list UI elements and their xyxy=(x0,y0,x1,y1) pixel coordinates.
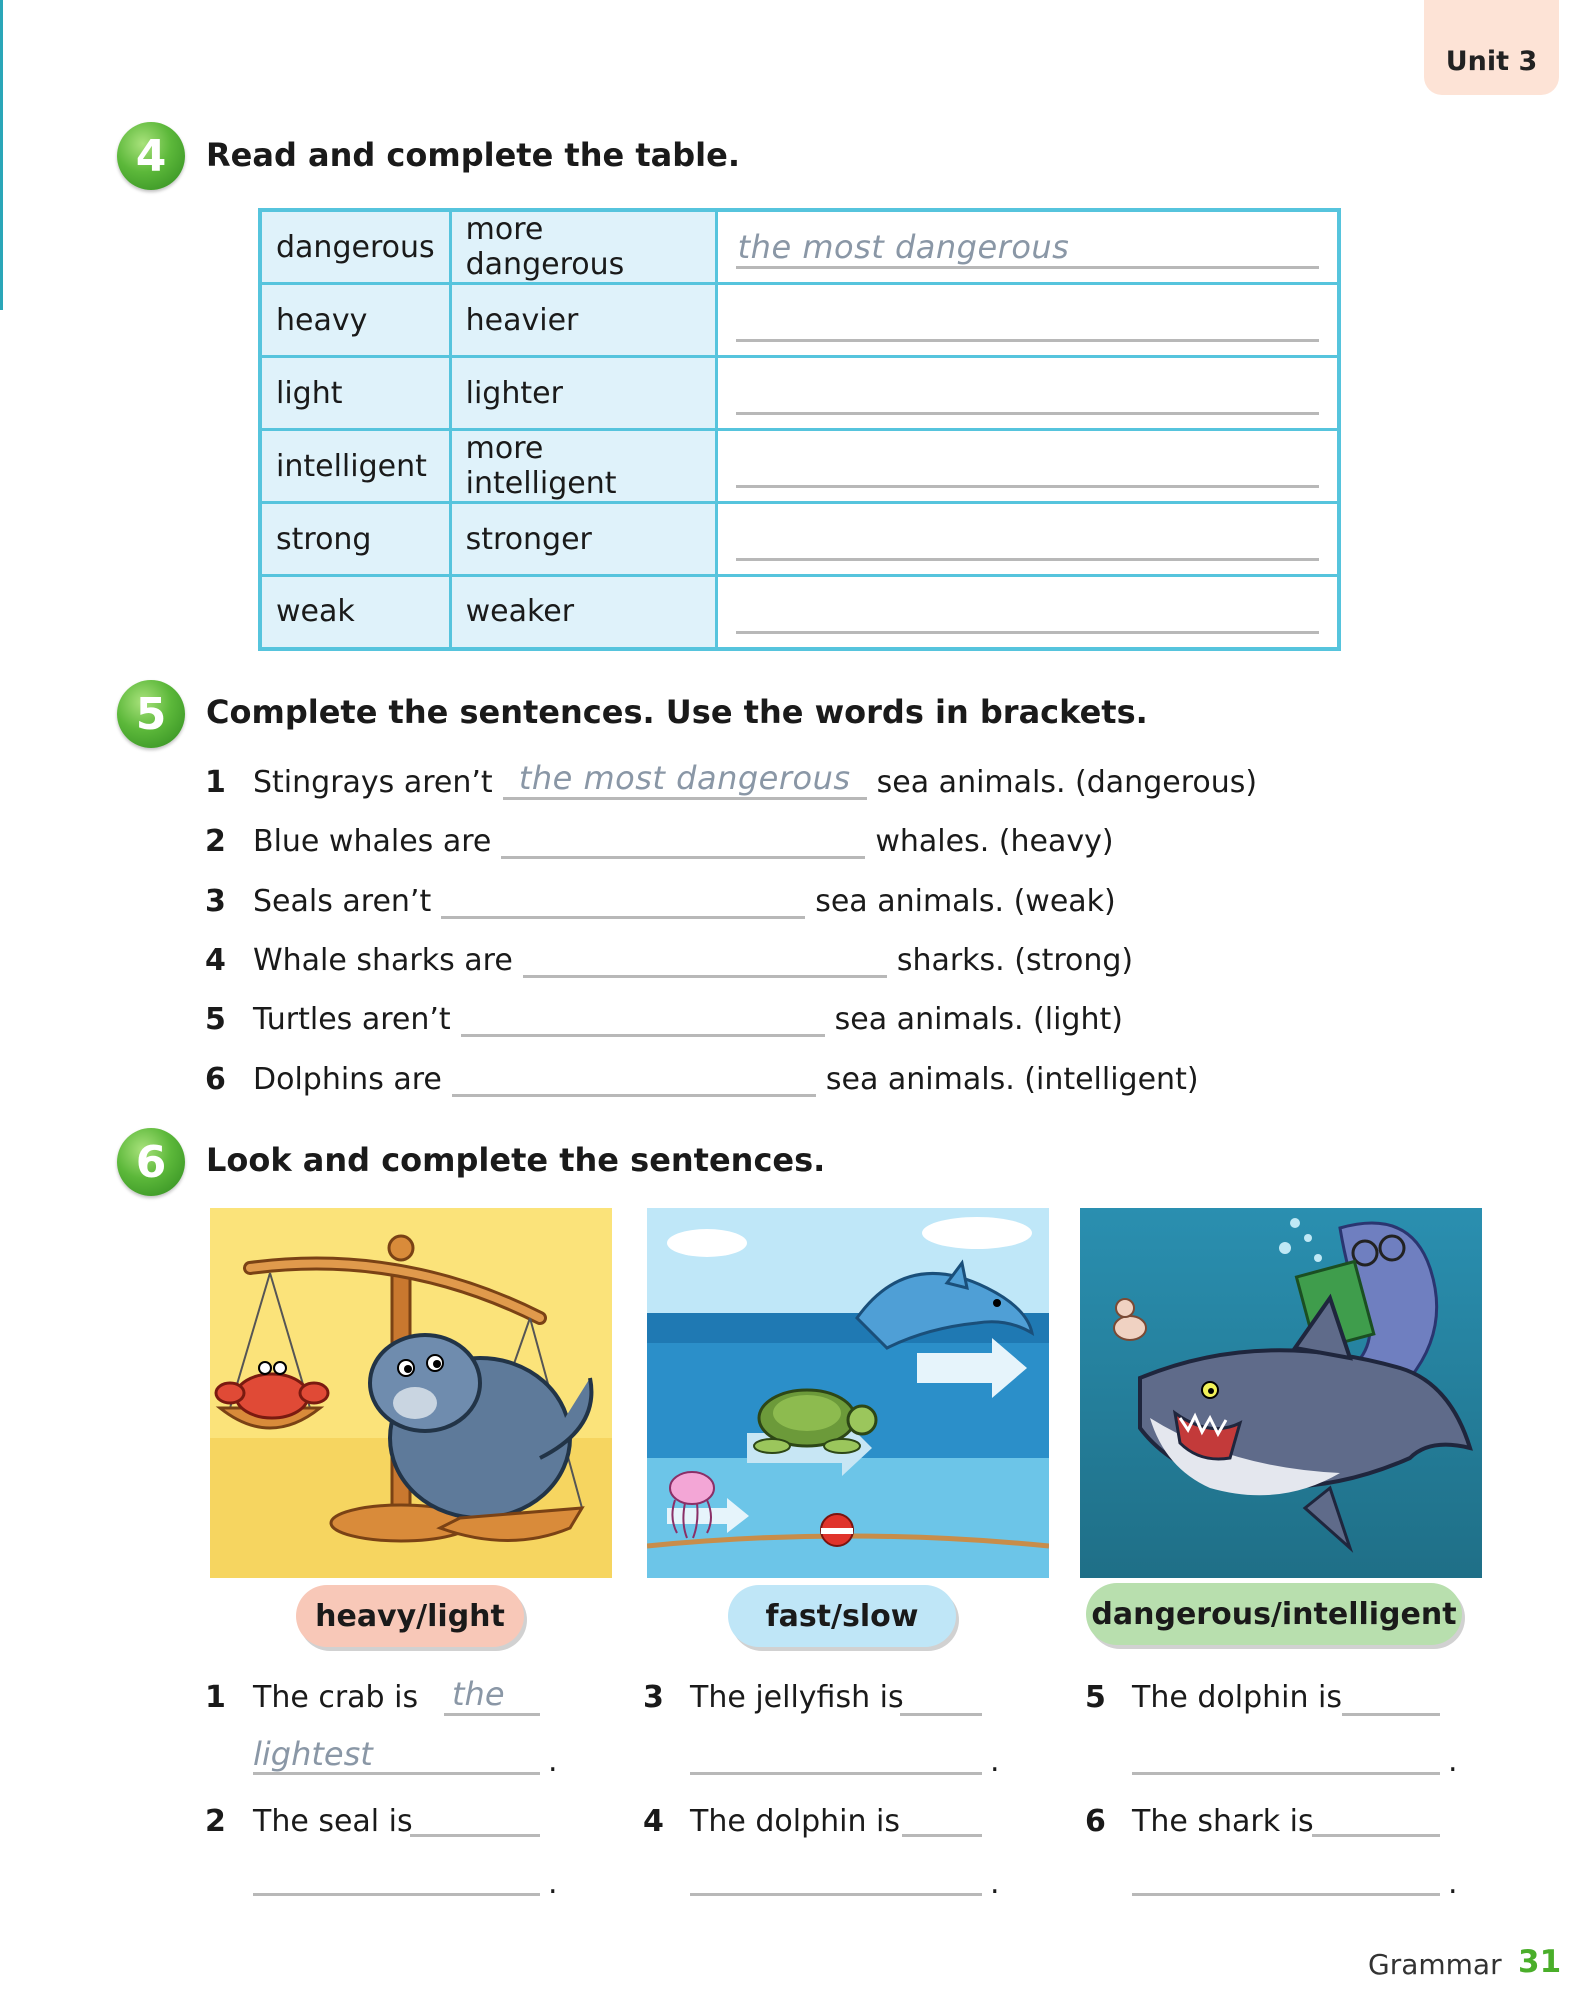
unit-tab-label: Unit 3 xyxy=(1445,46,1538,77)
comparative-cell: weaker xyxy=(450,576,716,649)
scales-crab-seal-illustration xyxy=(210,1208,612,1578)
picture-1-svg xyxy=(210,1208,612,1578)
base-cell: strong xyxy=(260,503,450,576)
exercise-4-number: 4 xyxy=(135,130,167,182)
period: . xyxy=(1448,1744,1458,1779)
answer-line[interactable] xyxy=(736,590,1319,634)
exercise-6-title: Look and complete the sentences. xyxy=(206,1141,826,1179)
item-number: 2 xyxy=(205,824,226,859)
sentence-start: Whale sharks are xyxy=(253,943,513,978)
answer-line[interactable] xyxy=(410,1834,540,1837)
period: . xyxy=(1448,1866,1458,1901)
question-number: 1 xyxy=(205,1680,226,1715)
question-text: The shark is xyxy=(1132,1804,1314,1839)
comparative-cell: more intelligent xyxy=(450,430,716,503)
answer-blank[interactable] xyxy=(503,760,867,800)
answer-line[interactable] xyxy=(690,1893,982,1896)
sentence-item xyxy=(205,815,1114,859)
item-number: 3 xyxy=(205,884,226,919)
item-number: 5 xyxy=(205,1002,226,1037)
answer-blank[interactable] xyxy=(452,1057,816,1097)
sentence-item xyxy=(205,993,1123,1037)
picture-3-svg xyxy=(1080,1208,1482,1578)
item-number: 1 xyxy=(205,765,226,800)
sentence-end: sea animals. (intelligent) xyxy=(825,1062,1199,1097)
table-row xyxy=(260,210,1339,284)
superlative-cell[interactable] xyxy=(716,576,1339,649)
base-cell: dangerous xyxy=(260,210,450,284)
comparative-cell: stronger xyxy=(450,503,716,576)
exercise-5-title: Complete the sentences. Use the words in brackets. xyxy=(206,693,1148,731)
base-cell: weak xyxy=(260,576,450,649)
sentence-item xyxy=(205,875,1116,919)
period: . xyxy=(548,1866,558,1901)
exercise-6-number-badge xyxy=(117,1128,185,1196)
pill-label: dangerous/intelligent xyxy=(1091,1596,1457,1632)
comparison-table xyxy=(258,208,1341,651)
unit-tab xyxy=(1424,0,1559,95)
answer-line[interactable] xyxy=(736,225,1319,269)
sentence-end: sea animals. (light) xyxy=(834,1002,1123,1037)
period: . xyxy=(990,1744,1000,1779)
page-edge-stripe xyxy=(0,0,3,310)
superlative-cell[interactable] xyxy=(716,503,1339,576)
exercise-5-number-badge xyxy=(117,680,185,748)
answer-line[interactable] xyxy=(444,1713,540,1716)
question-text: The jellyfish is xyxy=(690,1680,904,1715)
superlative-cell[interactable] xyxy=(716,430,1339,503)
superlative-cell[interactable] xyxy=(716,357,1339,430)
answer-line[interactable] xyxy=(1132,1893,1440,1896)
handwritten-answer: the xyxy=(452,1675,505,1713)
sentence-end: sea animals. (dangerous) xyxy=(876,765,1258,800)
answer-line[interactable] xyxy=(736,298,1319,342)
item-number: 6 xyxy=(205,1062,226,1097)
page-number: 31 xyxy=(1518,1944,1562,1980)
table-row xyxy=(260,357,1339,430)
answer-blank[interactable] xyxy=(441,879,805,919)
hint-pill-fast-slow xyxy=(728,1585,956,1647)
answer-line[interactable] xyxy=(902,1834,982,1837)
pill-label: fast/slow xyxy=(765,1598,919,1634)
table-row xyxy=(260,503,1339,576)
exercise-4-title: Read and complete the table. xyxy=(206,136,740,174)
question-number: 4 xyxy=(643,1804,664,1839)
exercise-6-number: 6 xyxy=(135,1136,167,1188)
table-row xyxy=(260,430,1339,503)
hint-pill-dangerous-intelligent xyxy=(1086,1583,1462,1645)
question-number: 2 xyxy=(205,1804,226,1839)
question-number: 3 xyxy=(643,1680,664,1715)
handwritten-answer: lightest xyxy=(253,1735,373,1773)
answer-blank[interactable] xyxy=(501,819,865,859)
table-row xyxy=(260,284,1339,357)
answer-line[interactable] xyxy=(736,444,1319,488)
question-text: The crab is xyxy=(253,1680,419,1715)
comparative-cell: more dangerous xyxy=(450,210,716,284)
comparative-cell: lighter xyxy=(450,357,716,430)
answer-line[interactable] xyxy=(253,1893,540,1896)
period: . xyxy=(548,1744,558,1779)
sentence-item xyxy=(205,934,1133,978)
sentence-start: Stingrays aren’t xyxy=(253,765,493,800)
item-number: 4 xyxy=(205,943,226,978)
answer-blank[interactable] xyxy=(461,997,825,1037)
question-text: The dolphin is xyxy=(690,1804,900,1839)
answer-line[interactable] xyxy=(900,1713,982,1716)
picture-2-svg xyxy=(647,1208,1049,1578)
table-row xyxy=(260,576,1339,649)
base-cell: intelligent xyxy=(260,430,450,503)
sentence-end: sea animals. (weak) xyxy=(815,884,1116,919)
handwritten-answer: the most dangerous xyxy=(737,228,1070,266)
exercise-5-number: 5 xyxy=(135,688,167,740)
hint-pill-heavy-light xyxy=(296,1585,524,1647)
sentence-start: Seals aren’t xyxy=(253,884,432,919)
superlative-cell[interactable] xyxy=(716,284,1339,357)
sentence-item xyxy=(205,756,1257,800)
answer-line[interactable] xyxy=(1342,1713,1440,1716)
answer-line[interactable] xyxy=(690,1772,982,1775)
question-text: The seal is xyxy=(253,1804,413,1839)
answer-line[interactable] xyxy=(736,517,1319,561)
question-number: 5 xyxy=(1085,1680,1106,1715)
base-cell: heavy xyxy=(260,284,450,357)
sentence-start: Blue whales are xyxy=(253,824,492,859)
comparative-cell: heavier xyxy=(450,284,716,357)
sentence-end: whales. (heavy) xyxy=(875,824,1114,859)
sentence-start: Dolphins are xyxy=(253,1062,442,1097)
exercise-4-number-badge xyxy=(117,122,185,190)
answer-blank[interactable] xyxy=(523,938,887,978)
answer-line[interactable] xyxy=(1312,1834,1440,1837)
base-cell: light xyxy=(260,357,450,430)
period: . xyxy=(990,1866,1000,1901)
footer-section-label: Grammar xyxy=(1368,1948,1502,1981)
pill-label: heavy/light xyxy=(315,1598,505,1634)
answer-line[interactable] xyxy=(736,371,1319,415)
shark-dolphin-reading-illustration xyxy=(1080,1208,1482,1578)
answer-line[interactable] xyxy=(1132,1772,1440,1775)
question-text: The dolphin is xyxy=(1132,1680,1342,1715)
superlative-cell[interactable] xyxy=(716,210,1339,284)
dolphin-turtle-jellyfish-race-illustration xyxy=(647,1208,1049,1578)
handwritten-answer: the most dangerous xyxy=(518,759,851,797)
question-number: 6 xyxy=(1085,1804,1106,1839)
sentence-item xyxy=(205,1053,1199,1097)
sentence-end: sharks. (strong) xyxy=(896,943,1134,978)
sentence-start: Turtles aren’t xyxy=(253,1002,451,1037)
